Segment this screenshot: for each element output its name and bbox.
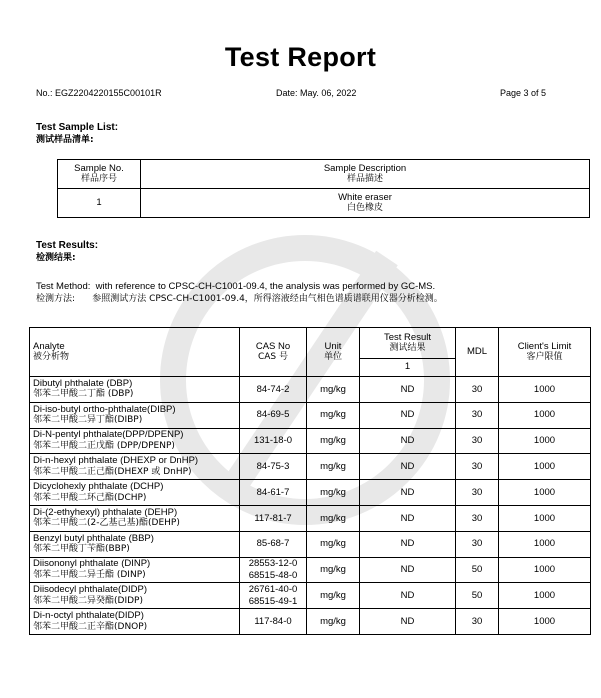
analyte-name-en: Benzyl butyl phthalate (BBP) [33,532,154,544]
result-cell: ND [360,428,456,454]
cas-cell [240,377,307,403]
limit-cell: 1000 [499,402,591,428]
table-row [30,480,591,506]
mdl-cell: 30 [456,480,499,506]
header-cn: 样品描述 [346,174,383,184]
test-method-cn [36,293,443,306]
table-row [30,531,591,557]
analyte-name-en: Di-iso-butyl ortho-phthalate(DIBP) [33,403,176,415]
cas-number: 117-81-7 [254,512,292,524]
method-label: 检测方法: [36,294,76,304]
unit-cell: mg/kg [307,557,360,583]
unit-cell: mg/kg [307,583,360,609]
table-row [58,189,590,218]
analyte-cell [30,428,240,454]
sample-list-heading-en: Test Sample List: [36,122,119,133]
analyte-cell [30,531,240,557]
mdl-cell: 30 [456,609,499,635]
analyte-name-en: Dicyclohexly phthalate (DCHP) [33,481,164,493]
results-heading-en: Test Results: [36,240,99,251]
table-row [30,505,591,531]
analyte-name-en: Dibutyl phthalate (DBP) [33,377,133,389]
unit-cell: mg/kg [307,377,360,403]
method-text: 参照测试方法 CPSC-CH-C1001-09.4，所得溶液经由气相色谱质谱联用仪器分析检测。 [92,294,443,304]
analyte-cell [30,583,240,609]
result-header [360,328,456,377]
limit-cell: 1000 [499,583,591,609]
cas-number: 85-68-7 [256,538,290,550]
report-number: No.: EGZ2204220155C00101R [36,88,162,98]
mdl-cell: 50 [456,557,499,583]
table-row [30,428,591,454]
report-title: Test Report [224,42,377,72]
cas-cell [240,609,307,635]
analyte-name-cn: 邻苯二甲酸二环己酯(DCHP) [33,492,147,503]
sample-list-heading [36,122,118,146]
cas-number: 26761-40-0 [248,584,298,596]
unit-cell: mg/kg [307,609,360,635]
cas-cell [240,557,307,583]
method-label: Test Method: [36,281,91,292]
analyte-name-cn: 邻苯二甲酸二(2-乙基己基)酯(DEHP) [33,518,180,529]
table-row [30,583,591,609]
limit-cell: 1000 [499,454,591,480]
cas-cell [240,428,307,454]
limit-cell: 1000 [499,557,591,583]
limit-cell: 1000 [499,428,591,454]
cas-cell [240,402,307,428]
result-cell: ND [360,531,456,557]
analyte-cell [30,505,240,531]
analyte-name-cn: 邻苯二甲酸二丁酯 (DBP) [33,389,134,400]
analyte-cell [30,480,240,506]
result-cell: ND [360,609,456,635]
analyte-name-en: Di-N-pentyl phthalate(DPP/DPENP) [33,429,184,441]
cas-number: 84-61-7 [256,486,290,498]
table-row [30,609,591,635]
result-cell: ND [360,454,456,480]
analyte-name-en: Di-n-octyl phthalate(DIDP) [33,610,144,622]
sample-no-header [58,160,141,189]
analyte-name-en: Di-n-hexyl phthalate (DHEXP or DnHP) [33,455,199,467]
result-cell: ND [360,557,456,583]
unit-header [307,328,360,377]
desc-cn: 白色橡皮 [346,203,383,213]
header-en: Sample No. [74,162,124,174]
result-sample-no: 1 [404,360,411,372]
analyte-cell [30,557,240,583]
report-date: Date: May. 06, 2022 [276,88,357,98]
cas-number: 84-74-2 [256,383,290,395]
test-method-en [36,280,435,293]
header-cn: 客户限值 [526,352,563,362]
analyte-cell [30,609,240,635]
table-header-row [58,160,590,189]
header-en: Test Result [384,331,431,343]
unit-cell: mg/kg [307,480,360,506]
unit-cell: mg/kg [307,505,360,531]
cas-number: 131-18-0 [253,435,293,447]
result-cell: ND [360,377,456,403]
sample-desc-header [141,160,590,189]
results-heading [36,240,98,264]
header-en: CAS No [255,340,291,352]
cas-number-2: 68515-49-1 [248,595,298,607]
limit-cell: 1000 [499,531,591,557]
cas-header [240,328,307,377]
limit-header [499,328,591,377]
analyte-name-cn: 邻苯二甲酸丁苄酯(BBP) [33,544,130,555]
header-cn: 单位 [323,352,342,362]
analyte-cell [30,454,240,480]
cas-cell [240,505,307,531]
mdl-cell: 30 [456,377,499,403]
sample-no-cell: 1 [58,189,141,218]
analyte-header [30,328,240,377]
cas-number-2: 68515-48-0 [248,569,298,581]
mdl-header: MDL [456,328,499,377]
cas-cell [240,454,307,480]
analyte-name-en: Diisononyl phthalate (DINP) [33,558,151,570]
result-cell: ND [360,480,456,506]
cas-number: 84-75-3 [256,461,290,473]
analyte-name-en: Diisodecyl phthalate(DIDP) [33,584,148,596]
table-header-row [30,328,591,377]
unit-cell: mg/kg [307,402,360,428]
limit-cell: 1000 [499,609,591,635]
mdl-cell: 30 [456,531,499,557]
limit-cell: 1000 [499,505,591,531]
result-cell: ND [360,583,456,609]
mdl-cell: 30 [456,505,499,531]
result-cell: ND [360,402,456,428]
cas-number: 28553-12-0 [248,558,298,570]
table-row [30,377,591,403]
analyte-name-cn: 邻苯二甲酸二异癸酯(DIDP) [33,595,143,606]
mdl-cell: 30 [456,428,499,454]
unit-cell: mg/kg [307,531,360,557]
cas-cell [240,583,307,609]
analyte-name-cn: 邻苯二甲酸二正戊酯 (DPP/DPENP) [33,440,175,451]
analyte-name-cn: 邻苯二甲酸二异壬酯 (DINP) [33,569,146,580]
page-number: Page 3 of 5 [500,88,547,98]
cas-cell [240,531,307,557]
sample-desc-cell [141,189,590,218]
header-cn: 样品序号 [80,174,117,184]
result-header-top [360,330,455,359]
mdl-cell: 30 [456,402,499,428]
sample-list-table [57,159,590,218]
limit-cell: 1000 [499,480,591,506]
table-row [30,557,591,583]
unit-cell: mg/kg [307,454,360,480]
analyte-name-cn: 邻苯二甲酸二异丁酯(DIBP) [33,415,143,426]
analyte-cell [30,377,240,403]
header-en: Sample Description [323,162,407,174]
desc-en: White eraser [338,191,392,203]
header-en: Analyte [33,340,65,352]
analyte-cell [30,402,240,428]
mdl-cell: 30 [456,454,499,480]
cas-cell [240,480,307,506]
limit-cell: 1000 [499,377,591,403]
table-row [30,454,591,480]
header-cn: 被分析物 [33,352,70,362]
header-en: Unit [324,340,342,352]
results-heading-cn: 检测结果: [36,253,76,263]
analyte-name-cn: 邻苯二甲酸二正己酯(DHEXP 或 DnHP) [33,466,192,477]
result-cell: ND [360,505,456,531]
unit-cell: mg/kg [307,428,360,454]
mdl-cell: 50 [456,583,499,609]
results-table [29,327,591,635]
table-row [30,402,591,428]
header-en: Client's Limit [517,340,572,352]
header-cn: CAS 号 [257,352,288,362]
cas-number: 117-84-0 [254,615,292,627]
cas-number: 84-69-5 [256,409,290,421]
analyte-name-cn: 邻苯二甲酸二正辛酯(DNOP) [33,621,148,632]
header-cn: 测试结果 [389,343,426,354]
analyte-name-en: Di-(2-ethyhexyl) phthalate (DEHP) [33,506,178,518]
method-text: with reference to CPSC-CH-C1001-09.4, the analysis was performed by GC-MS. [95,281,436,292]
sample-list-heading-cn: 测试样品清单: [36,135,94,145]
